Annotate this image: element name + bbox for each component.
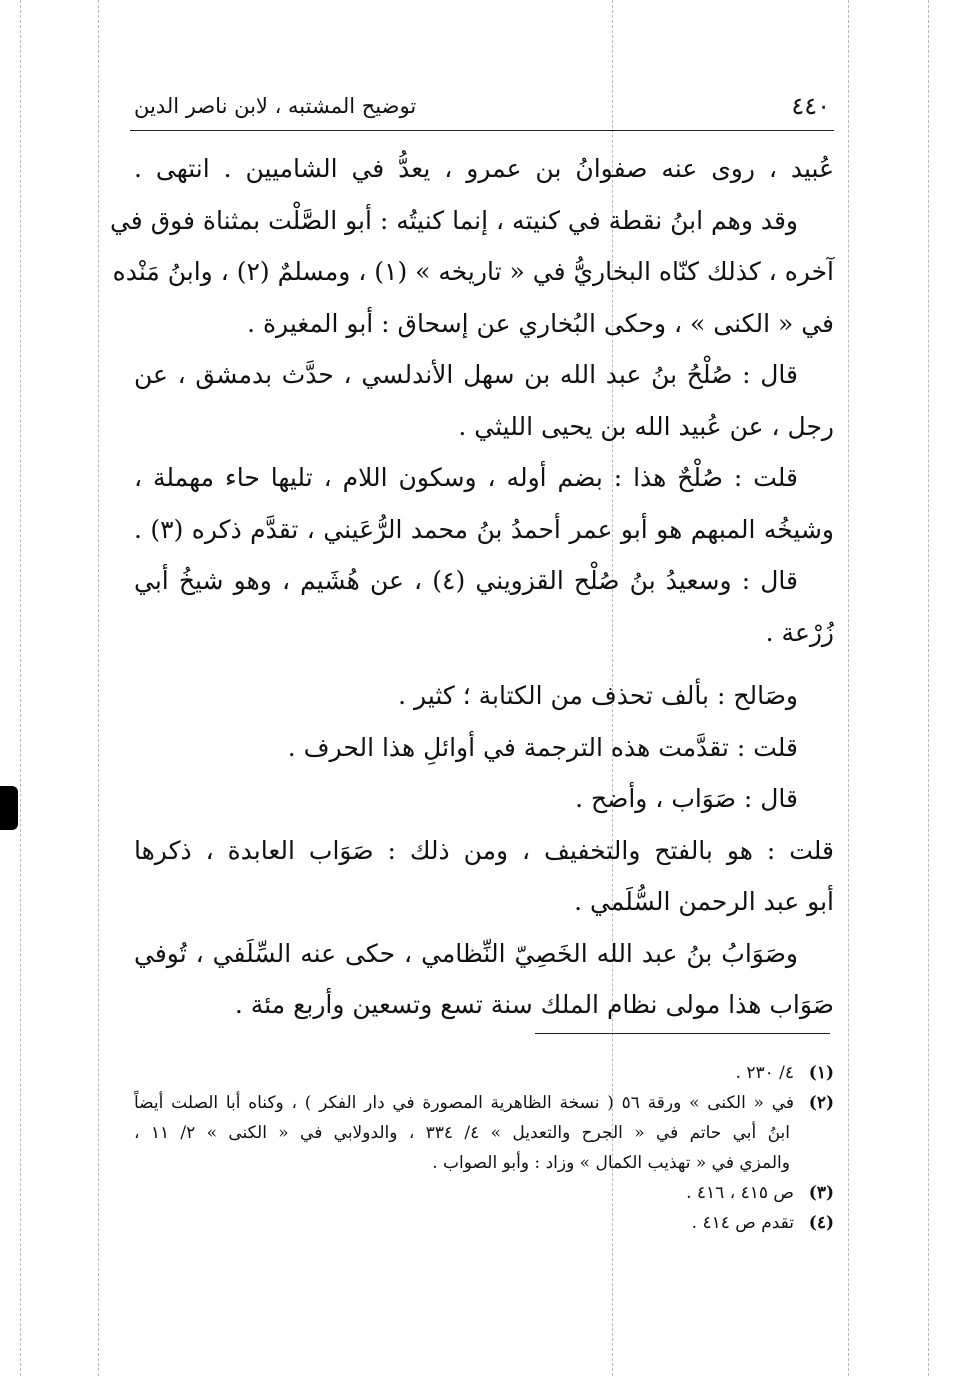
- page-number: ٤٤٠: [791, 92, 830, 120]
- footnote-1: [134, 1058, 834, 1088]
- text-line: آخره ، كذلك كنّاه البخاريُّ في « تاريخه » (١) ، ومسلمٌ (٢) ، وابنُ مَنْده: [112, 257, 834, 286]
- footnote-number: (٢): [808, 1093, 835, 1113]
- running-title: توضيح المشتبه ، لابن ناصر الدين: [134, 94, 417, 118]
- text-line: قال : وسعيدُ بنُ صُلْح القزويني (٤) ، عن هُشَيم ، وهو شيخُ أبي: [134, 566, 798, 595]
- text-line: عُبيد ، روى عنه صفوانُ بن عمرو ، يعدُّ في الشاميين . انتهى .: [134, 154, 834, 183]
- footnote-3: [134, 1178, 834, 1208]
- footnote-text: والمزي في « تهذيب الكمال » وزاد : وأبو الصواب .: [432, 1153, 790, 1173]
- footnotes: [134, 1058, 834, 1238]
- text-line: قال : صَوَاب ، وأضح .: [575, 784, 798, 813]
- text-line: قلت : هو بالفتح والتخفيف ، ومن ذلك : صَوَاب العابدة ، ذكرها: [134, 835, 834, 865]
- text-line: قلت : تقدَّمت هذه الترجمة في أوائلِ هذا الحرف .: [287, 732, 798, 762]
- footnote-4: [134, 1208, 834, 1238]
- text-line: وشيخُه المبهم هو أبو عمر أحمدُ بنُ محمد الرُّعَيني ، تقدَّم ذكره (٣) .: [134, 514, 834, 544]
- footnote-2-continued: [134, 1118, 834, 1148]
- text-line: زُرْعة .: [765, 617, 834, 647]
- footnote-2: [134, 1088, 834, 1118]
- page-header: [130, 84, 834, 131]
- scan-guide-line: [848, 0, 849, 1376]
- text-line: وقد وهم ابنُ نقطة في كنيته ، إنما كنيتُه : أبو الصَّلْت بمثناة فوق في: [109, 205, 798, 235]
- main-text: [109, 143, 834, 1031]
- scan-guide-line: [20, 0, 21, 1376]
- text-line: أبو عبد الرحمن السُّلَمي .: [574, 887, 834, 916]
- footnote-text: تقدم ص ٤١٤ .: [691, 1213, 794, 1233]
- text-line: في « الكنى » ، وحكى البُخاري عن إسحاق : أبو المغيرة .: [247, 308, 834, 338]
- text-line: قال : صُلْحُ بنُ عبد الله بن سهل الأندلسي ، حدَّث بدمشق ، عن: [134, 360, 798, 389]
- text-line: قلت : صُلْحٌ هذا : بضم أوله ، وسكون اللام ، تليها حاء مهملة ،: [134, 463, 798, 492]
- footnote-text: ٤/ ٢٣٠ .: [735, 1063, 794, 1083]
- footnote-2-continued: [134, 1148, 834, 1178]
- scan-guide-line: [928, 0, 929, 1376]
- scan-guide-line: [98, 0, 99, 1376]
- footnote-separator: [535, 1033, 830, 1034]
- footnote-text: ص ٤١٥ ، ٤١٦ .: [686, 1183, 794, 1203]
- text-line: صَوَاب هذا مولى نظام الملك سنة تسع وتسعين وأربع مئة .: [234, 990, 834, 1019]
- text-line: وصَوَابُ بنُ عبد الله الخَصِيّ النِّظامي ، حكى عنه السِّلَفي ، تُوفي: [134, 938, 798, 968]
- text-line: وصَالح : بألف تحذف من الكتابة ؛ كثير .: [398, 681, 798, 710]
- footnote-text: ابنُ أبي حاتم في « الجرح والتعديل » ٤/ ٣٣٤ ، والدولابي في « الكنى » ٢/ ١١ ،: [134, 1123, 790, 1143]
- edge-tab-marker: [0, 786, 18, 830]
- text-line: رجل ، عن عُبيد الله بن يحيى الليثي .: [458, 411, 834, 441]
- footnote-number: (٤): [808, 1213, 834, 1233]
- footnote-text: في « الكنى » ورقة ٥٦ ( نسخة الظاهرية المصورة في دار الفكر ) ، وكناه أبا الصلت أيضاً: [134, 1093, 795, 1113]
- footnote-number: (١): [808, 1063, 834, 1083]
- footnote-number: (٣): [808, 1183, 834, 1203]
